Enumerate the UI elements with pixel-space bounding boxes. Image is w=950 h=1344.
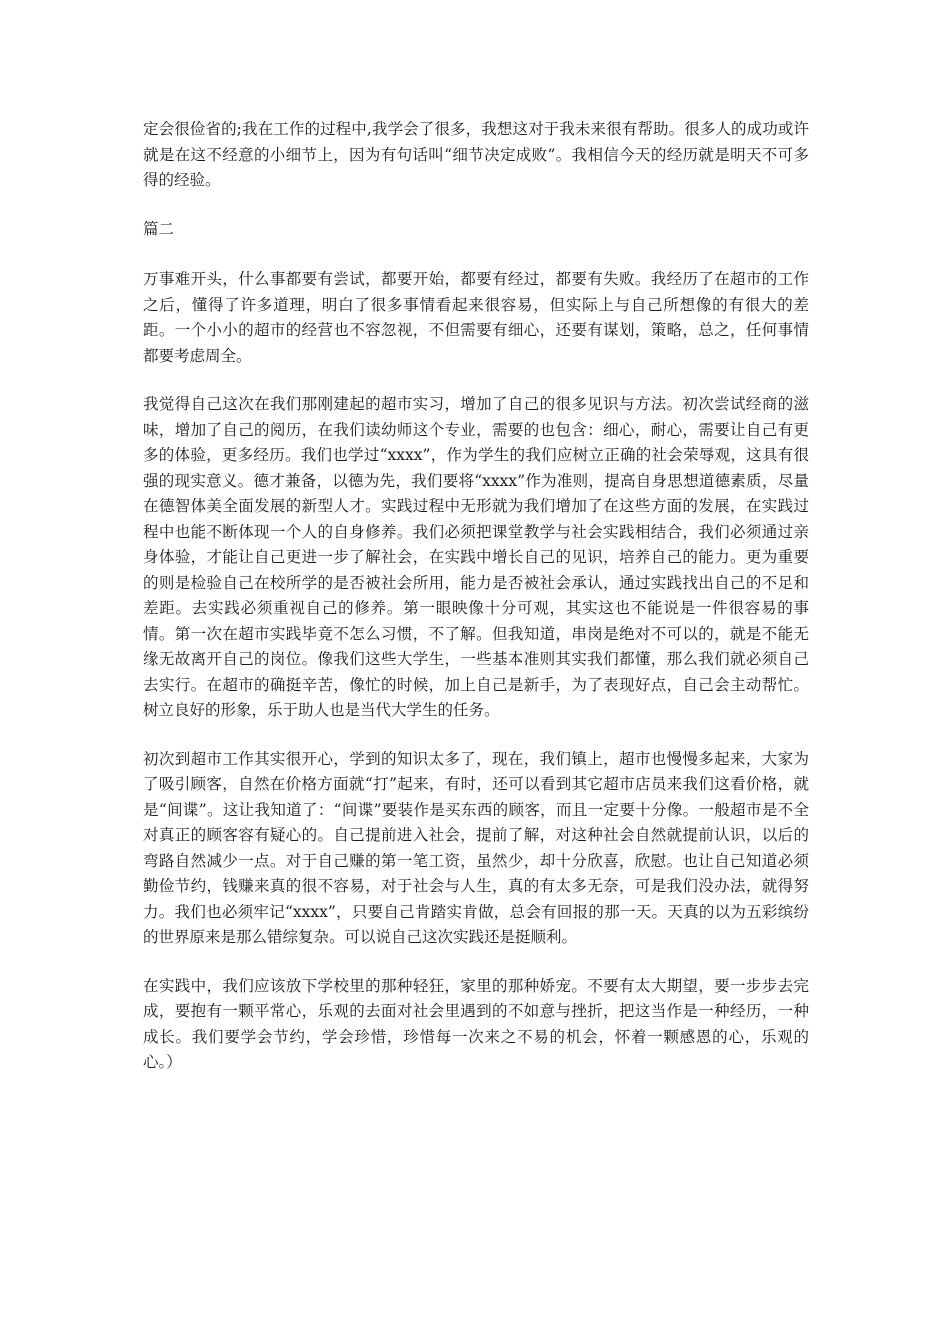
paragraph-1: 万事难开头，什么事都要有尝试，都要开始，都要有经过，都要有失败。我经历了在超市的工作之后，懂得了许多道理，明白了很多事情看起来很容易，但实际上与自己所想像的有很大的差距。一个小小的超市的经营也不容忽视，不但需要有细心，还要有谋划，策略，总之，任何事情都要考虑周全。: [143, 270, 809, 365]
paragraph-3: 初次到超市工作其实很开心，学到的知识太多了，现在，我们镇上，超市也慢慢多起来，大家为了吸引顾客，自然在价格方面就“打”起来，有时，还可以看到其它超市店员来我们这看价格，就是“间谍”。这让我知道了：“间谍”要装作是买东西的顾客，而且一定要十分像。一般超市是不全对真正的顾客容有疑心的。自己提前进入社会，提前了解，对这种社会自然就提前认识，以后的弯路自然减少一点。对于自己赚的第一笔工资，虽然少，却十分欣喜，欣慰。也让自己知道必须勤俭节约，钱赚来真的很不容易，对于社会与人生，真的有太多无奈，可是我们没办法，就得努力。我们也必须牢记“xxxx”，只要自己肯踏实肯做，总会有回报的那一天。天真的以为五彩缤纷的世界原来是那么错综复杂。可以说自己这次实践还是挺顺利。: [143, 749, 809, 946]
paragraph-4: 在实践中，我们应该放下学校里的那种轻狂，家里的那种娇宠。不要有太大期望，要一步步去完成，要抱有一颗平常心，乐观的去面对社会里遇到的不如意与挫折，把这当作是一种经历，一种成长。我们要学会节约，学会珍惜，珍惜每一次来之不易的机会，怀着一颗感恩的心，乐观的心。）: [143, 976, 809, 1071]
paragraph-intro: 定会很俭省的;我在工作的过程中,我学会了很多，我想这对于我未来很有帮助。很多人的成功或许就是在这不经意的小细节上，因为有句话叫“细节决定成败”。我相信今天的经历就是明天不可多得的经验。: [143, 120, 809, 189]
paragraph-2: 我觉得自己这次在我们那刚建起的超市实习，增加了自己的很多见识与方法。初次尝试经商的滋味，增加了自己的阅历，在我们读幼师这个专业，需要的也包含：细心，耐心，需要让自己有更多的体验，更多经历。我们也学过“xxxx”，作为学生的我们应树立正确的社会荣辱观，这具有很强的现实意义。德才兼备，以德为先，我们要将“xxxx”作为准则，提高自身思想道德素质，尽量在德智体美全面发展的新型人才。实践过程中无形就为我们增加了在这些方面的发展，在实践过程中也能不断体现一个人的自身修养。我们必须把课堂教学与社会实践相结合，我们必须通过亲身体验，才能让自己更进一步了解社会，在实践中增长自己的见识，培养自己的能力。更为重要的则是检验自己在校所学的是否被社会所用，能力是否被社会承认，通过实践找出自己的不足和差距。去实践必须重视自己的修养。第一眼映像十分可观，其实这也不能说是一件很容易的事情。第一次在超市实践毕竟不怎么习惯，不了解。但我知道，串岗是绝对不可以的，就是不能无缘无故离开自己的岗位。像我们这些大学生，一些基本准则其实我们都懂，那么我们就必须自己去实行。在超市的确挺辛苦，像忙的时候，加上自己是新手，为了表现好点，自己会主动帮忙。树立良好的形象，乐于助人也是当代大学生的任务。: [143, 395, 809, 719]
section-heading: 篇二: [143, 219, 175, 238]
document-body: [143, 117, 809, 1099]
